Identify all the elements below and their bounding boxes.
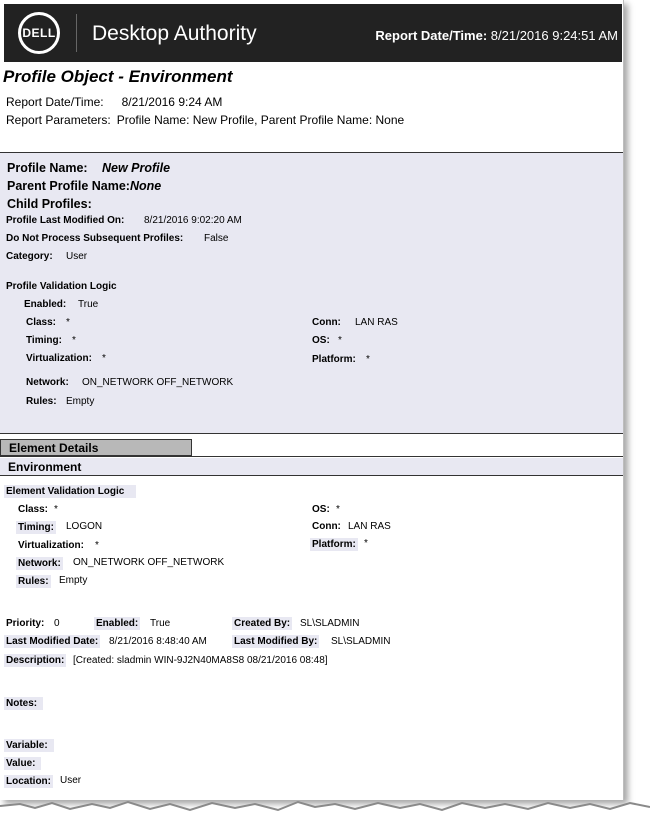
- element-timing-value: LOGON: [66, 521, 103, 532]
- element-os-label: OS:: [312, 504, 330, 515]
- element-network-label: Network:: [18, 558, 61, 569]
- last-modified-date-label: Last Modified Date:: [6, 636, 99, 647]
- header-report-datetime: [375, 28, 618, 43]
- element-rules-label: Rules:: [18, 576, 49, 587]
- variable-label: Variable:: [4, 739, 54, 752]
- profile-conn-label: Conn:: [312, 317, 341, 328]
- element-details-tab: Element Details: [0, 439, 192, 456]
- notes-label: Notes:: [4, 697, 43, 710]
- element-enabled-label: Enabled:: [96, 618, 139, 629]
- created-by-value: SL\SLADMIN: [300, 618, 360, 629]
- report-parameters-row: [6, 113, 404, 127]
- child-profiles-label: Child Profiles:: [7, 197, 92, 211]
- element-enabled-value: True: [150, 618, 171, 629]
- profile-timing-label: Timing:: [26, 335, 62, 346]
- element-conn-label: Conn:: [312, 521, 341, 532]
- report-datetime-label: Report Date/Time:: [6, 95, 104, 109]
- description-label: Description:: [6, 655, 65, 666]
- profile-network-value: ON_NETWORK OFF_NETWORK: [82, 377, 234, 388]
- element-virtualization-label: Virtualization:: [18, 540, 84, 551]
- profile-network-label: Network:: [26, 377, 69, 388]
- profile-platform-label: Platform:: [312, 354, 356, 365]
- report-title: Profile Object - Environment: [3, 67, 233, 86]
- header-divider: [76, 14, 77, 52]
- profile-os-value: *: [338, 335, 342, 346]
- profile-enabled-value: True: [78, 299, 99, 310]
- dell-logo: DELL: [18, 12, 60, 54]
- report-parameters-value: Profile Name: New Profile, Parent Profile Name: None: [116, 113, 405, 127]
- profile-timing-value: *: [72, 335, 76, 346]
- profile-rules-label: Rules:: [26, 396, 57, 407]
- header-datetime-value: 8/21/2016 9:24:51 AM: [490, 28, 618, 43]
- location-value: User: [60, 775, 82, 786]
- profile-os-label: OS:: [312, 335, 330, 346]
- profile-conn-value: LAN RAS: [355, 317, 398, 328]
- profile-rules-value: Empty: [66, 396, 95, 407]
- profile-platform-value: *: [366, 354, 370, 365]
- profile-virtualization-label: Virtualization:: [26, 353, 92, 364]
- priority-label: Priority:: [6, 618, 45, 629]
- profile-modified-value: 8/21/2016 9:02:20 AM: [144, 215, 242, 226]
- parent-profile-label: Parent Profile Name:: [7, 179, 130, 193]
- report-datetime-value: 8/21/2016 9:24 AM: [121, 95, 223, 109]
- element-validation-title: Element Validation Logic: [4, 485, 136, 498]
- profile-enabled-label: Enabled:: [24, 299, 67, 310]
- element-platform-label: Platform:: [312, 539, 356, 550]
- profile-validation-title: Profile Validation Logic: [6, 281, 117, 292]
- element-network-value: ON_NETWORK OFF_NETWORK: [73, 557, 225, 568]
- created-by-label: Created By:: [234, 618, 291, 629]
- category-label: Category:: [6, 251, 53, 262]
- element-os-value: *: [336, 504, 340, 515]
- element-conn-value: LAN RAS: [348, 521, 391, 532]
- profile-class-label: Class:: [26, 317, 57, 328]
- element-platform-value: *: [364, 538, 368, 549]
- profile-modified-label: Profile Last Modified On:: [6, 215, 125, 226]
- profile-name-label: Profile Name:: [7, 161, 88, 175]
- dnp-value: False: [204, 233, 229, 244]
- element-details-rule: [0, 456, 623, 457]
- element-class-value: *: [54, 504, 58, 515]
- dnp-label: Do Not Process Subsequent Profiles:: [6, 233, 184, 244]
- element-virtualization-value: *: [95, 540, 99, 551]
- priority-value: 0: [54, 618, 60, 629]
- element-rules-value: Empty: [59, 575, 88, 586]
- last-modified-by-label: Last Modified By:: [234, 636, 318, 647]
- profile-panel: [0, 152, 623, 434]
- header-datetime-label: Report Date/Time:: [375, 28, 488, 43]
- profile-virtualization-value: *: [102, 353, 106, 364]
- report-parameters-label: Report Parameters:: [6, 113, 111, 127]
- parent-profile-value: None: [130, 179, 162, 193]
- report-header-banner: [4, 4, 622, 62]
- value-label: Value:: [4, 757, 41, 770]
- element-class-label: Class:: [18, 504, 49, 515]
- environment-section-header: Environment: [0, 458, 623, 476]
- product-name: Desktop Authority: [92, 22, 257, 45]
- last-modified-date-value: 8/21/2016 8:48:40 AM: [109, 636, 207, 647]
- description-value: [Created: sladmin WIN-9J2N40MA8S8 08/21/2016 08:48]: [73, 655, 328, 666]
- category-value: User: [66, 251, 88, 262]
- location-label: Location:: [6, 776, 51, 787]
- element-timing-label: Timing:: [18, 522, 54, 533]
- torn-paper-edge: [0, 792, 650, 827]
- last-modified-by-value: SL\SLADMIN: [331, 636, 391, 647]
- profile-name-value: New Profile: [102, 161, 171, 175]
- report-datetime-row: [6, 95, 222, 109]
- profile-class-value: *: [66, 317, 70, 328]
